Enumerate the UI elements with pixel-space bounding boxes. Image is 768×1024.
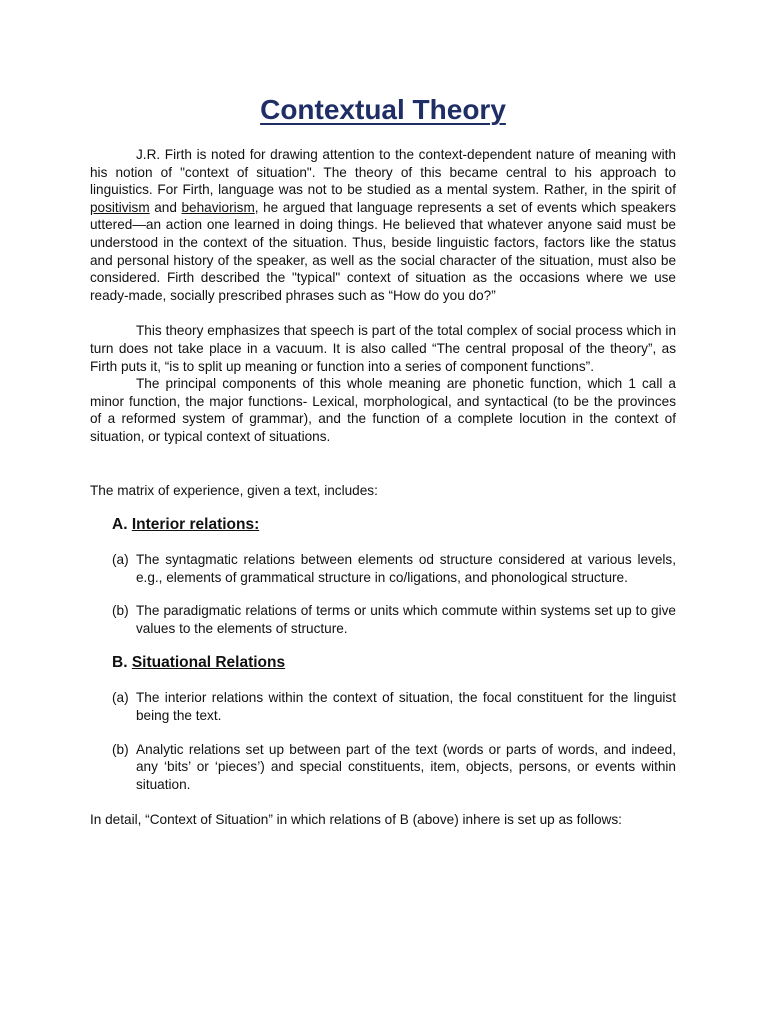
paragraph-2: This theory emphasizes that speech is part of the total complex of social process which in turn does not take place in a vacuum. It is also called “The central proposal of the theory”, as Firth puts it, “is to split up meaning or function into a series of component functions”. [90,323,676,374]
behaviorism-link[interactable]: behaviorism [181,199,255,215]
list-item-b-b: (b) Analytic relations set up between part of the text (words or parts of words, and indeed, any ‘bits’ or ‘pieces’) and special constituents, item, objects, persons, or events within situation. [112,741,676,792]
paragraph-5: In detail, “Context of Situation” in which relations of B (above) inhere is set up as follows: [90,812,622,828]
document-title: Contextual Theory [260,94,506,125]
paragraph-1: J.R. Firth is noted for drawing attention to the context-dependent nature of meaning with his notion of "context of situation". The theory of this became central to his approach to linguistics. For Firth, language was not to be studied as a mental system. Rather, in the spirit of positivism and behaviorism, he argued that language represents a set of events which speakers uttered—an action one learned in doing things. He believed that whatever anyone said must be understood in the context of the situation. Thus, beside linguistic factors, factors like the status and personal history of the speaker, as well as the social character of the situation, must also be considered. Firth described the "typical" context of situation as the occasions where we use ready-made, socially prescribed phrases such as “How do you do?” [90,147,677,303]
positivism-link[interactable]: positivism [90,199,150,215]
section-b-heading: B. Situational Relations [112,654,286,672]
list-item-b-a: (a) The interior relations within the context of situation, the focal constituent for the linguist being the text. [112,690,676,724]
paragraph-3: The principal components of this whole meaning are phonetic function, which 1 call a minor function, the major functions- Lexical, morphological, and syntactical (to be the provinces of a reformed system of grammar), and the function of a complete locution in the context of situation, or typical context of situations. [90,376,676,444]
paragraph-4: The matrix of experience, given a text, includes: [90,482,378,498]
list-item-a-a: (a) The syntagmatic relations between elements od structure considered at various levels, e.g., elements of grammatical structure in co/ligations, and phonological structure. [112,552,676,585]
document-page [90,92,676,829]
section-a-heading: A. Interior relations: [112,516,260,534]
list-item-a-b: (b) The paradigmatic relations of terms or units which commute within systems set up to give values to the elements of structure. [112,603,676,636]
